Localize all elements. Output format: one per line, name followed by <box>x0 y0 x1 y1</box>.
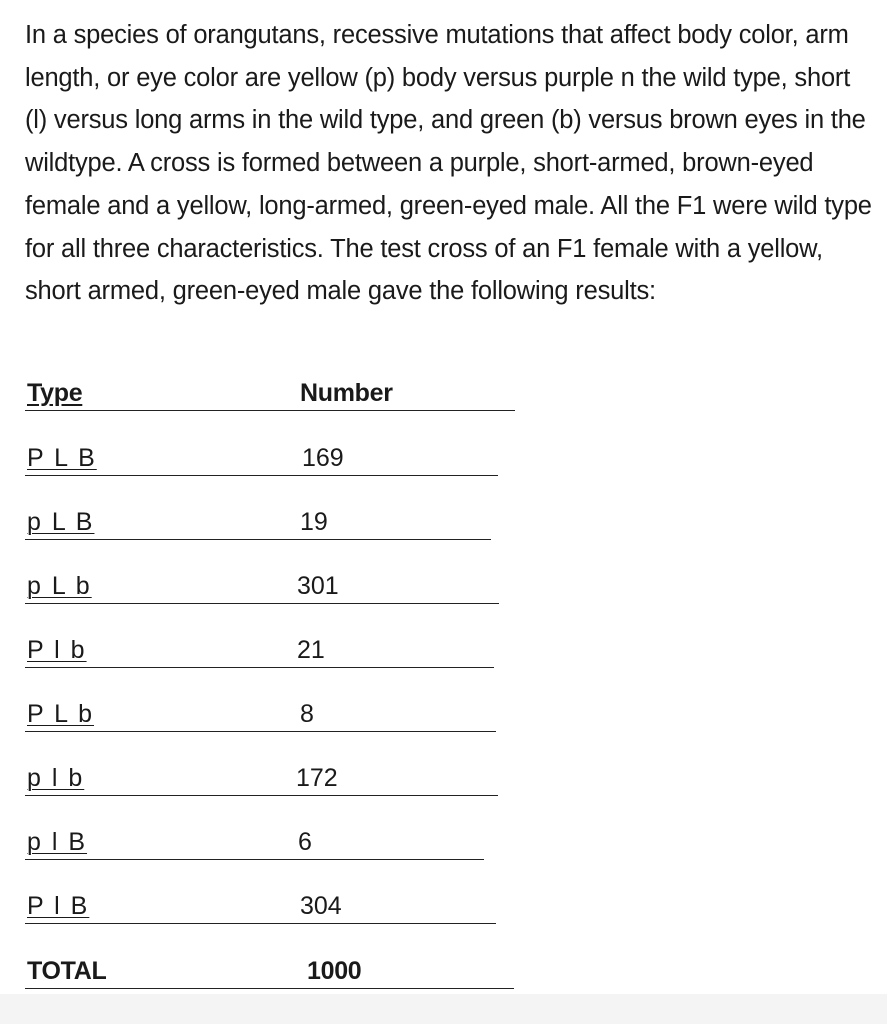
table-row <box>25 633 494 668</box>
table-row <box>25 697 496 732</box>
row-type: P L b <box>27 700 94 728</box>
table-row <box>25 505 491 540</box>
row-type: p L B <box>27 508 95 536</box>
table-row <box>25 441 498 476</box>
row-type: P l b <box>27 636 87 664</box>
row-number: 19 <box>300 508 328 536</box>
total-number: 1000 <box>307 957 362 985</box>
row-type: p l B <box>27 828 88 856</box>
row-number: 6 <box>298 828 312 856</box>
row-number: 21 <box>297 636 325 664</box>
table-row <box>25 761 498 796</box>
total-label: TOTAL <box>27 957 107 985</box>
table-row <box>25 825 484 860</box>
row-number: 8 <box>300 700 314 728</box>
question-text: In a species of orangutans, recessive mutations that affect body color, arm length, or eye color are yellow (p) body versus purple n the wild type, short (l) versus long arms in the wild type, and green (b) versus brown eyes in the wildtype. A cross is formed between a purple, short-armed, brown-eyed female and a yellow, long-armed, green-eyed male. All the F1 were wild type for all three characteristics. The test cross of an F1 female with a yellow, short armed, green-eyed male gave the following results: <box>25 21 872 306</box>
table-header <box>25 376 515 411</box>
table-row <box>25 569 499 604</box>
row-number: 301 <box>297 572 339 600</box>
row-number: 169 <box>302 444 344 472</box>
table-total-row <box>25 954 514 989</box>
row-type: p l b <box>27 764 85 792</box>
type-column-header: Type <box>27 379 83 407</box>
row-number: 304 <box>300 892 342 920</box>
table-row <box>25 889 496 924</box>
row-number: 172 <box>296 764 338 792</box>
row-type: P L B <box>27 444 97 472</box>
row-type: p L b <box>27 572 92 600</box>
number-column-header: Number <box>300 379 393 407</box>
page-bottom-edge <box>0 994 887 1024</box>
row-type: P l B <box>27 892 90 920</box>
